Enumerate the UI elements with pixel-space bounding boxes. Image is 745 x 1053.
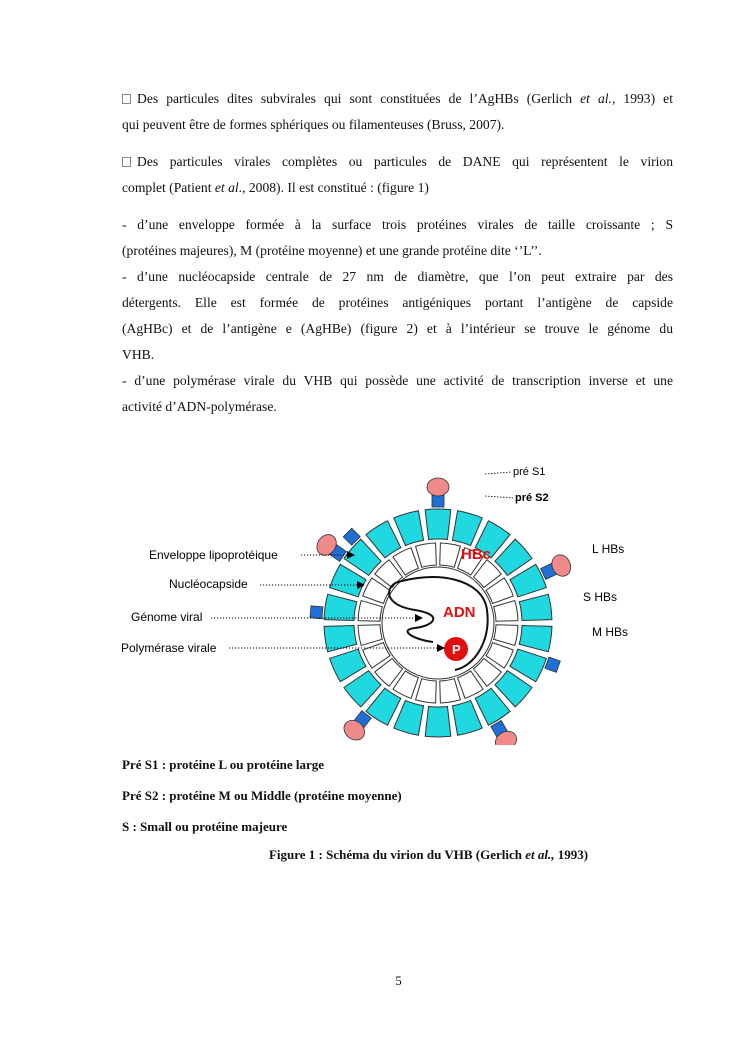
genome-label: Génome viral (131, 610, 203, 624)
capsid-block (440, 543, 461, 567)
paragraph-complete-particles: Des particules virales complètes ou particules de DANE qui représentent le virion complet (Patient et al., 2008). Il est constitué : (figure 1) (122, 154, 673, 195)
envelope-block (519, 626, 552, 652)
l-hbs-spike (538, 552, 574, 584)
paragraph-line: détergents. Elle est formée de protéines antigéniques portant l’antigène de capside (122, 295, 673, 310)
envelope-block (452, 511, 482, 546)
envelope-block (394, 511, 424, 546)
enveloppe-label: Enveloppe lipoprotéique (149, 548, 278, 562)
figure-caption: Figure 1 : Schéma du virion du VHB (Gerlich et al., 1993) (268, 847, 589, 862)
paragraph-line: (AgHBc) et de l’antigène e (AgHBe) (figure 2) et à l’intérieur se trouve le génome du (122, 321, 673, 336)
capsid-block (358, 625, 382, 646)
paragraph-line: - d’une nucléocapside centrale de 27 nm de diamètre, que l’on peut extraire par des (122, 269, 673, 284)
envelope-block (452, 700, 482, 735)
m-hbs-label: M HBs (592, 625, 628, 639)
paragraph-line: VHB. (122, 347, 155, 362)
l-hbs-label: L HBs (592, 542, 625, 556)
l-hbs-spike (427, 478, 449, 507)
legend-pre-s2: Pré S2 : protéine M ou Middle (protéine moyenne) (122, 788, 402, 803)
capsid-block (416, 543, 437, 567)
paragraph-subviral-particles: Des particules dites subvirales qui sont constituées de l’AgHBs (Gerlich et al., 1993) et qui peuvent être de formes sphériques ou filamenteuses (Bruss, 2007). (122, 86, 673, 138)
adn-label: ADN (443, 604, 476, 621)
page-number: 5 (395, 973, 402, 988)
envelope-block (425, 509, 451, 540)
envelope-block (519, 594, 552, 620)
bullet-marker (122, 157, 131, 167)
polymerase-label: Polymérase virale (121, 641, 217, 655)
hbv-virion-diagram (115, 460, 635, 745)
paragraph-line: activité d’ADN-polymérase. (122, 399, 277, 414)
envelope-block (394, 700, 424, 735)
envelope-block (324, 594, 357, 620)
envelope-block (425, 706, 451, 737)
paragraph-line: - d’une polymérase virale du VHB qui possède une activité de transcription inverse et une (122, 373, 673, 388)
pre-s2-label: pré S2 (515, 492, 549, 504)
paragraph-line: (protéines majeures), M (protéine moyenne) et une grande protéine dite ‘’L’’. (122, 243, 542, 258)
capsid-block (494, 601, 518, 622)
paragraph-virion-structure (122, 212, 673, 420)
capsid-block (494, 625, 518, 646)
m-hbs-spike (310, 606, 323, 619)
m-hbs-spike (545, 657, 560, 672)
capsid-core (382, 567, 494, 679)
legend-pre-s1: Pré S1 : protéine L ou protéine large (122, 757, 325, 772)
capsid-block (440, 679, 461, 703)
s-hbs-label: S HBs (583, 590, 618, 604)
paragraph-line: - d’une enveloppe formée à la surface trois protéines virales de taille croissante ; S (122, 217, 673, 232)
legend-s: S : Small ou protéine majeure (122, 819, 288, 834)
hbc-label: HBc (461, 546, 492, 563)
nucleocapside-label: Nucléocapside (169, 577, 248, 591)
paragraph-line: qui peuvent être de formes sphériques ou filamenteuses (Bruss, 2007). (122, 117, 505, 132)
polymerase-p-label: P (452, 642, 461, 657)
capsid-block (416, 679, 437, 703)
pre-s1-label: pré S1 (513, 466, 546, 478)
bullet-marker (122, 94, 131, 104)
